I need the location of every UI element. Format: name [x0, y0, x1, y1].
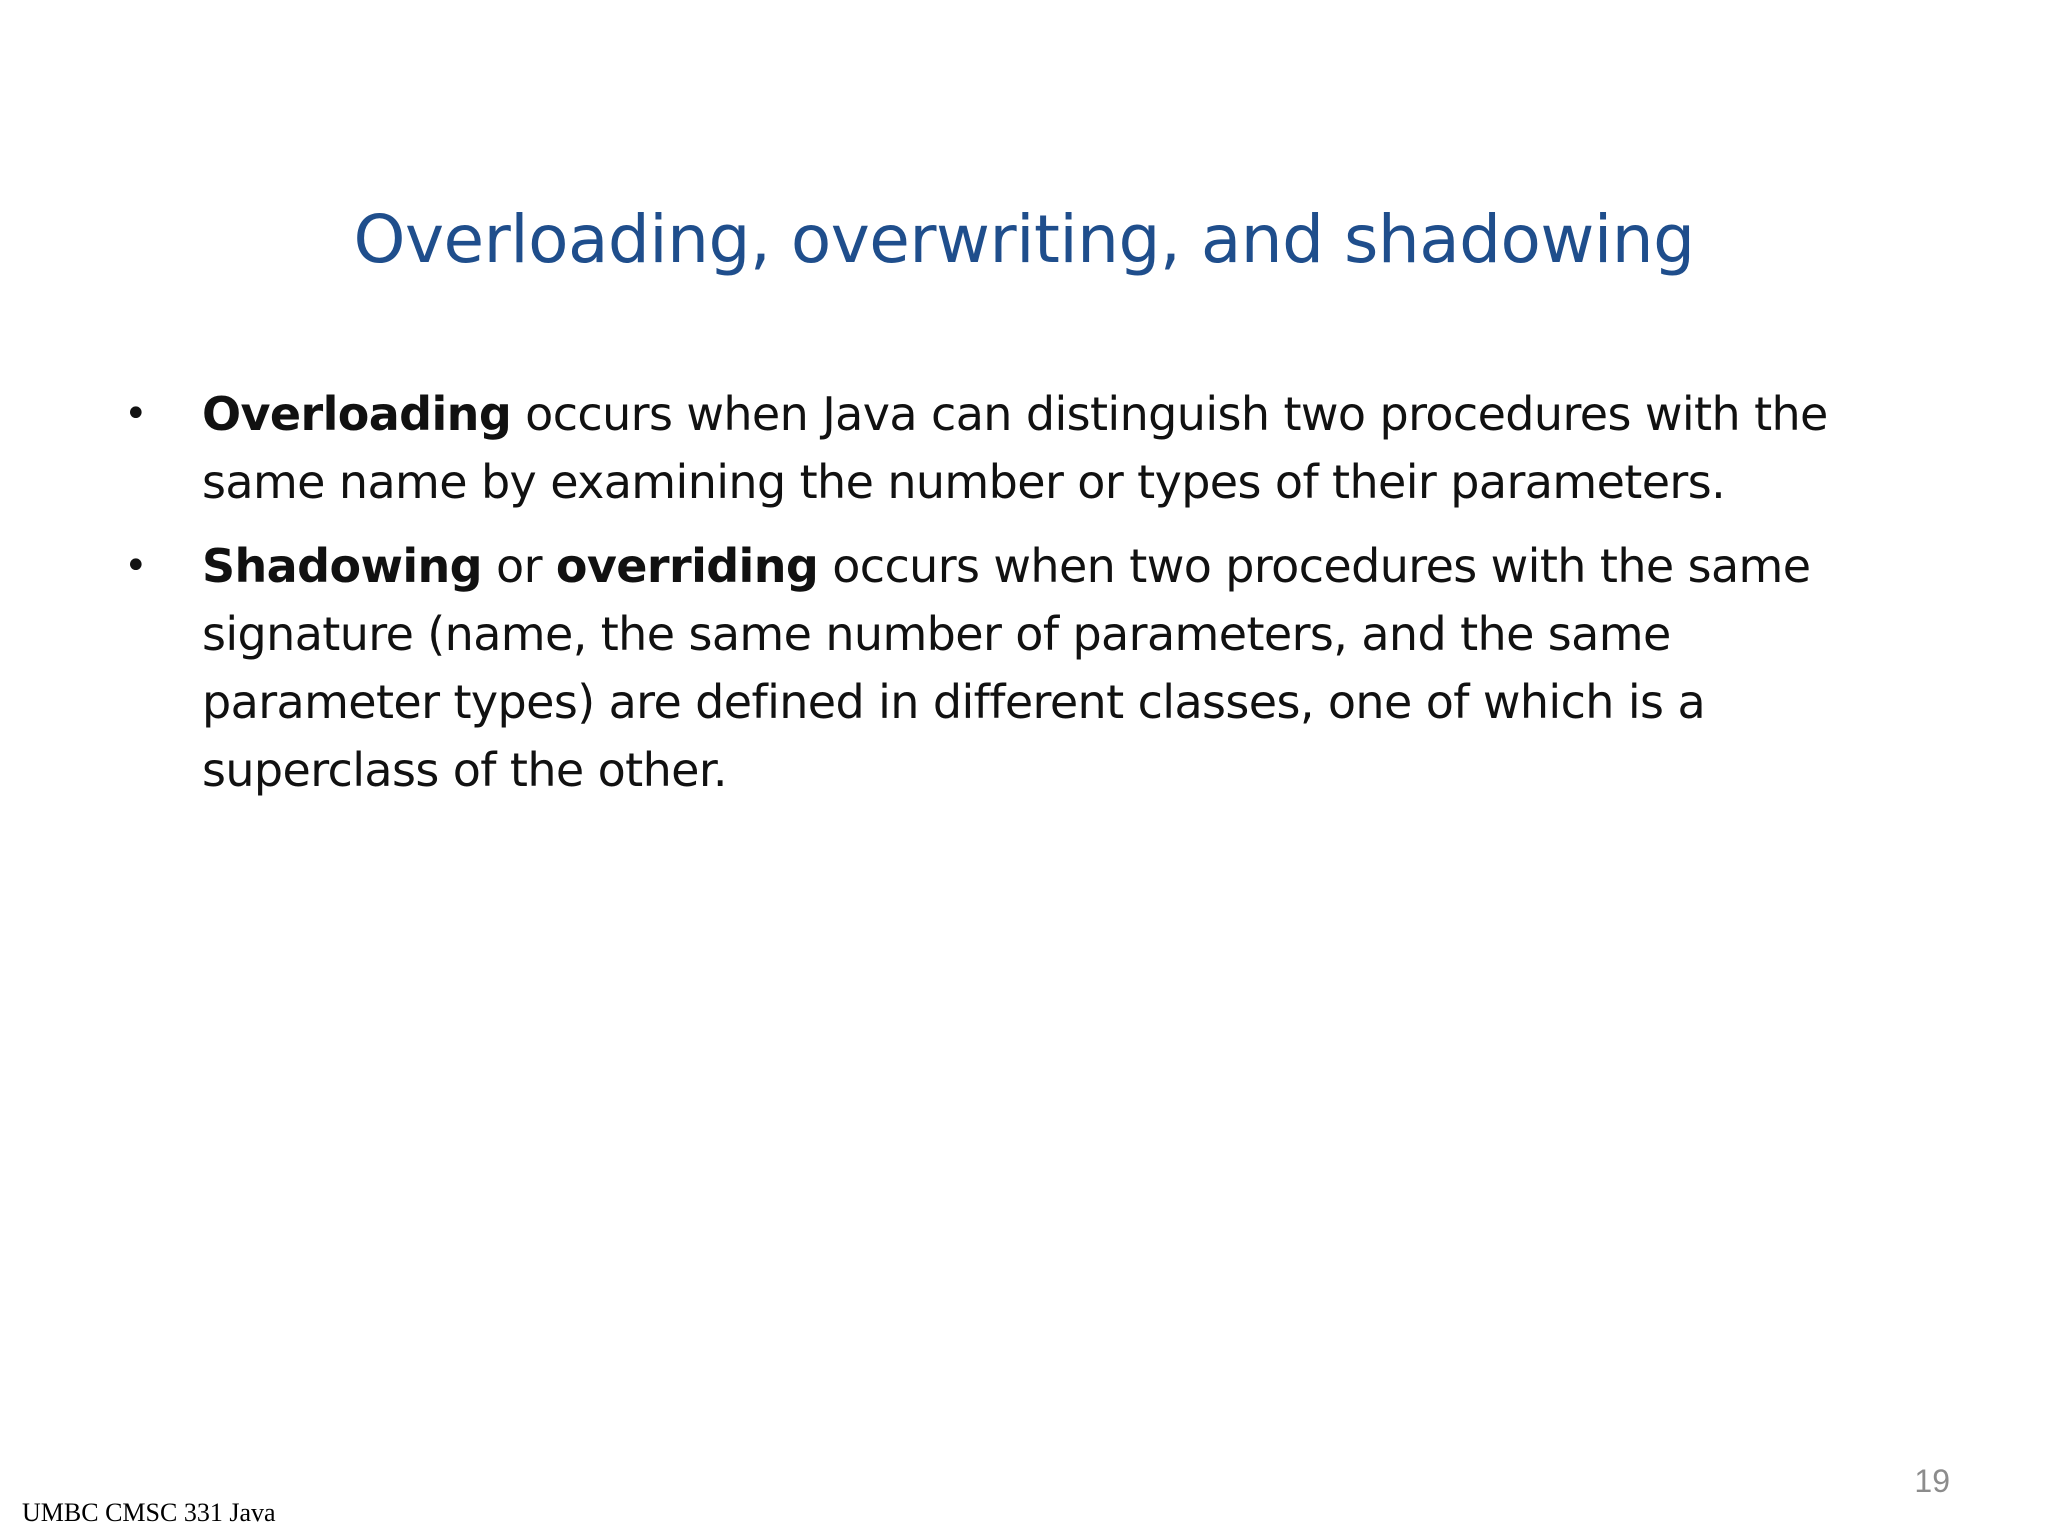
bullet-text — [202, 539, 1810, 797]
bullet-shadowing — [120, 532, 1920, 804]
term-overloading: Overloading — [202, 387, 512, 441]
bullet-dot-icon: • — [124, 391, 147, 437]
overloading-definition: occurs when Java can distinguish two procedures with the same name by examining the number or types of their parameters. — [202, 387, 1828, 509]
page-number: 19 — [1914, 1463, 1950, 1499]
slide-title: Overloading, overwriting, and shadowing — [353, 201, 1695, 278]
shadowing-definition: occurs when two procedures with the same signature (name, the same number of parameters, and the same parameter types) are defined in different classes, one of which is a superclass of the other. — [202, 539, 1811, 797]
bullet-overloading — [120, 380, 1920, 516]
bullet-text — [202, 387, 1828, 509]
connector-or: or — [482, 539, 556, 593]
term-overriding: overriding — [555, 539, 819, 593]
term-shadowing: Shadowing — [202, 539, 482, 593]
bullet-dot-icon: • — [124, 543, 147, 589]
footer-course-label: UMBC CMSC 331 Java — [22, 1498, 276, 1527]
bullet-list — [120, 380, 1920, 820]
